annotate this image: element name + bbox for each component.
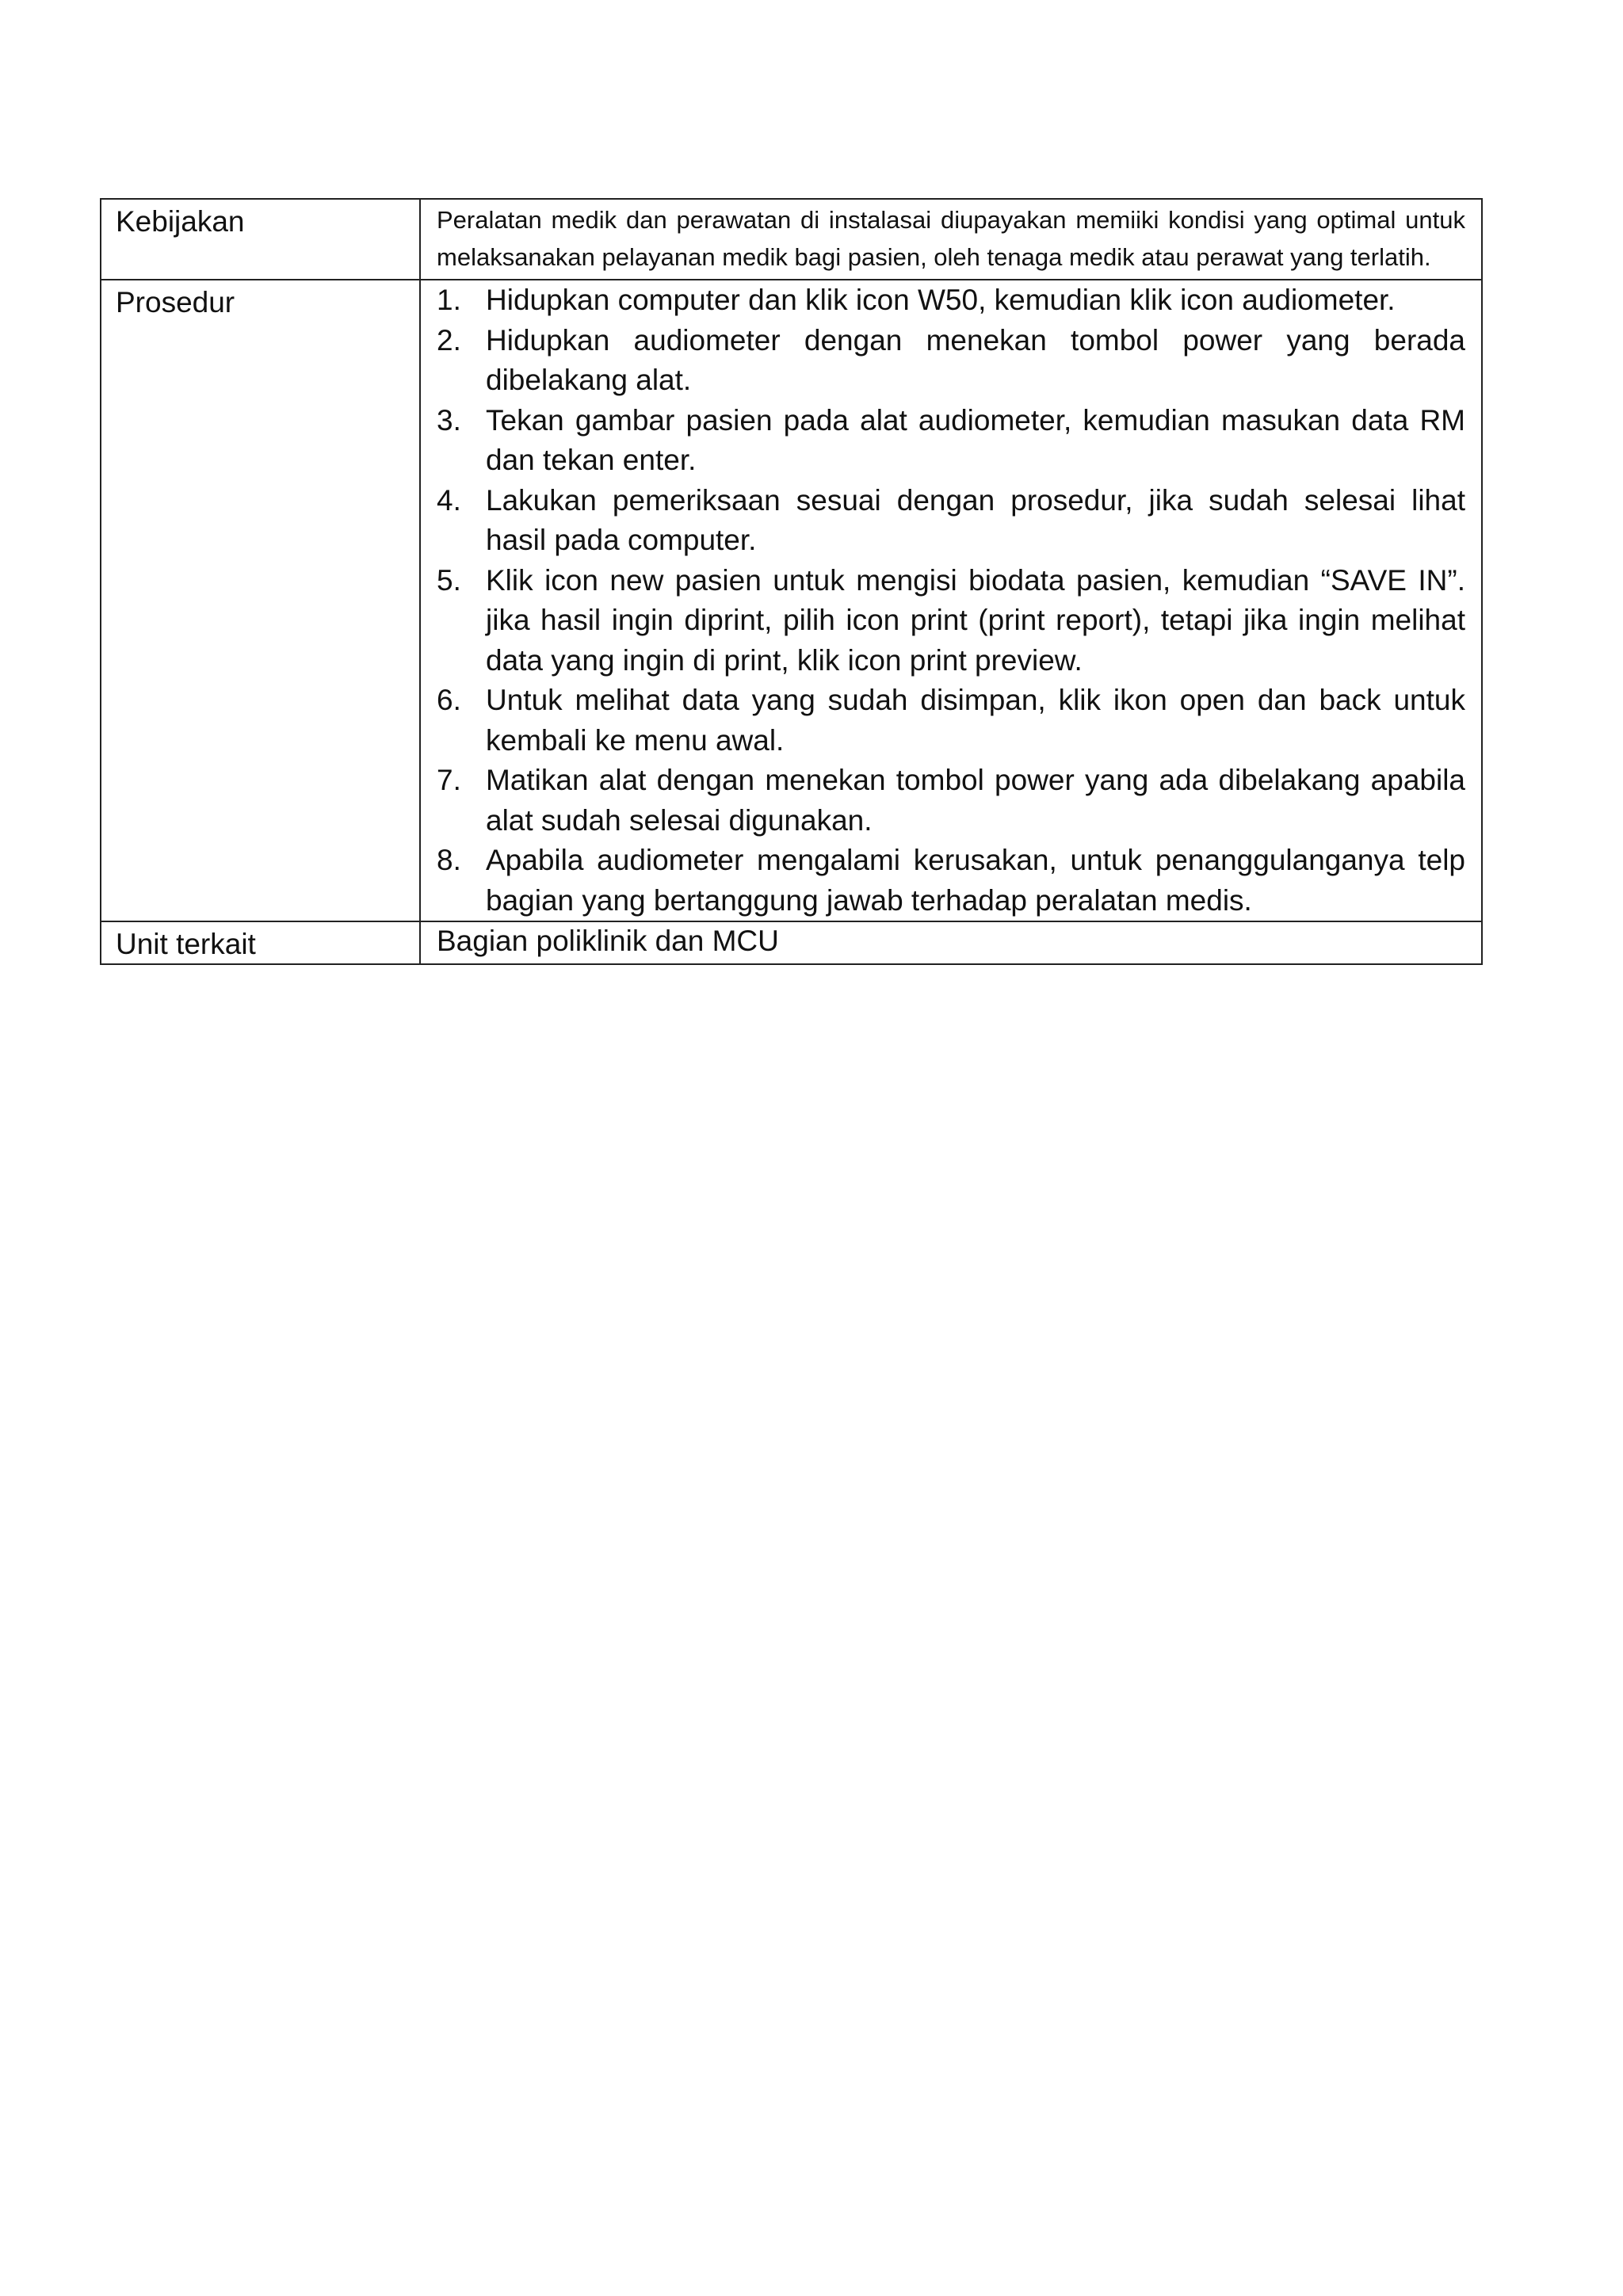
procedure-step (437, 481, 1465, 561)
row-content-cell (420, 921, 1482, 964)
step-text: Hidupkan computer dan klik icon W50, kemudian klik icon audiometer. (486, 284, 1396, 316)
step-number: 7. (437, 764, 461, 796)
policy-text: Peralatan medik dan perawatan di instalasai diupayakan memiiki kondisi yang optimal untuk melaksanakan pelayanan medik bagi pasien, oleh tenaga medik atau perawat yang terlatih. (437, 206, 1465, 271)
step-number: 2. (437, 323, 461, 357)
procedure-step (437, 841, 1465, 921)
step-text: Hidupkan audiometer dengan menekan tombol power yang berada dibelakang alat. (486, 323, 1465, 396)
row-label-cell (101, 199, 420, 280)
step-text: Klik icon new pasien untuk mengisi biodata pasien, kemudian “SAVE IN”. jika hasil ingin diprint, pilih icon print (print report), tetapi jika ingin melihat data yang ingin di print, klik icon print preview. (486, 563, 1465, 677)
step-text: Lakukan pemeriksaan sesuai dengan prosedur, jika sudah selesai lihat hasil pada computer. (486, 483, 1465, 556)
row-label-kebijakan: Kebijakan (116, 205, 245, 238)
step-text: Apabila audiometer mengalami kerusakan, untuk penanggulanganya telp bagian yang bertanggung jawab terhadap peralatan medis. (486, 844, 1465, 917)
table-row-kebijakan (101, 199, 1482, 280)
step-number: 5. (437, 563, 461, 597)
row-label-prosedur: Prosedur (116, 286, 235, 318)
procedure-table (100, 198, 1483, 965)
row-label-cell (101, 921, 420, 964)
step-number: 8. (437, 844, 461, 876)
procedure-step (437, 321, 1465, 401)
table-row-prosedur (101, 280, 1482, 921)
row-label-unit-terkait: Unit terkait (116, 928, 256, 960)
step-text: Untuk melihat data yang sudah disimpan, klik ikon open dan back untuk kembali ke menu awal. (486, 684, 1465, 757)
procedure-step (437, 681, 1465, 761)
step-number: 6. (437, 684, 461, 716)
step-text: Matikan alat dengan menekan tombol power yang ada dibelakang apabila alat sudah selesai digunakan. (486, 764, 1465, 837)
row-content-cell (420, 280, 1482, 921)
procedure-step (437, 561, 1465, 681)
procedure-step (437, 761, 1465, 841)
procedure-step (437, 401, 1465, 481)
row-label-cell (101, 280, 420, 921)
row-content-cell (420, 199, 1482, 280)
step-number: 3. (437, 403, 461, 437)
related-unit-text: Bagian poliklinik dan MCU (437, 925, 779, 957)
step-number: 4. (437, 483, 461, 517)
procedure-step (437, 280, 1465, 321)
procedure-steps-list (421, 280, 1481, 921)
step-number: 1. (437, 284, 461, 316)
table-row-unit-terkait (101, 921, 1482, 964)
step-text: Tekan gambar pasien pada alat audiometer, kemudian masukan data RM dan tekan enter. (486, 403, 1465, 476)
